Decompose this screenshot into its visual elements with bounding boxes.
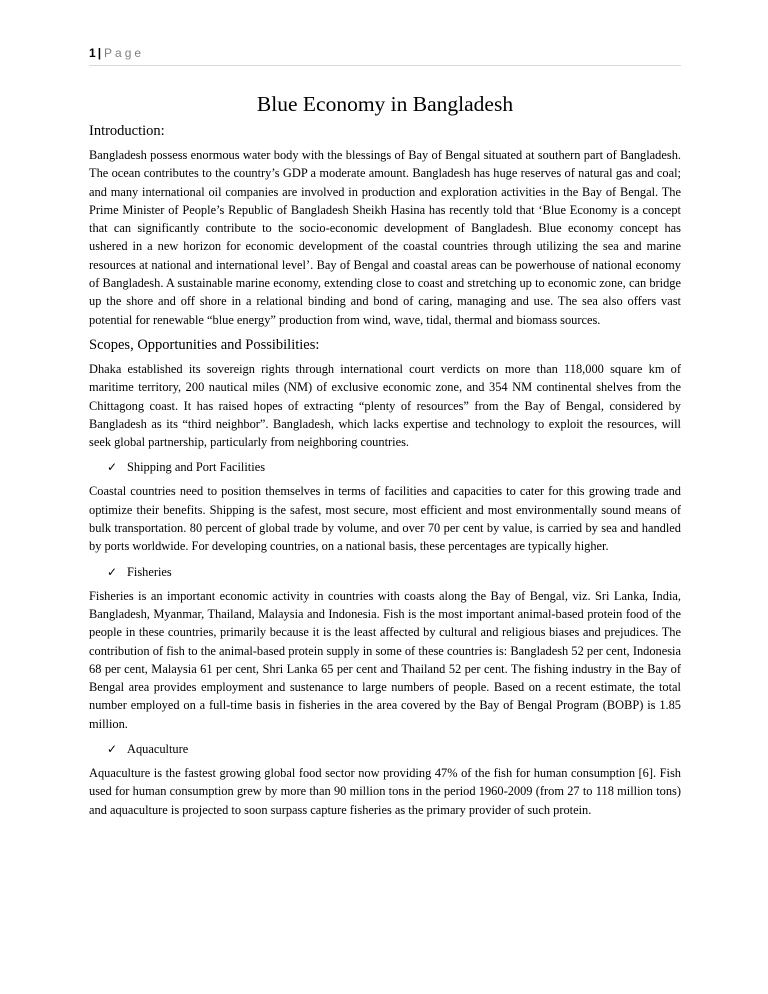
aquaculture-paragraph: Aquaculture is the fastest growing global food sector now providing 47% of the fish for human consumption [6]. Fish used for human consumption grew by more than 90 million tons in the period 1960-2009 (from 27 to 118 million tons) and aquaculture is projected to soon surpass capture fisheries as the primary provider of such protein.	[89, 766, 681, 817]
checkmark-icon: ✓	[107, 564, 118, 579]
document-title: Blue Economy in Bangladesh	[256, 92, 514, 116]
scopes-heading: Scopes, Opportunities and Possibilities:	[89, 336, 320, 353]
checkmark-icon: ✓	[107, 742, 118, 757]
shipping-bullet-label: Shipping and Port Facilities	[127, 460, 266, 475]
aquaculture-bullet	[89, 740, 681, 758]
header-separator: |	[97, 46, 102, 60]
fisheries-paragraph: Fisheries is an important economic activity in countries with coasts along the Bay of Bengal, viz. Sri Lanka, India, Bangladesh, Myanmar, Thailand, Malaysia and Indonesia. Fish is the most important animal-based protein food of the people in these countries, primarily because it is the least affected by cultural and religious biases and prejudices. The contribution of fish to the animal-based protein supply in some of these countries is: Bangladesh 52 per cent, Indonesia 68 per cent, Malaysia 61 per cent, Shri Lanka 65 per cent and Thailand 52 per cent. The fishing industry in the Bay of Bengal area provides employment and sustenance to large numbers of people. Based on a recent estimate, the total number employed on a full-time basis in fisheries in the area covered by the Bay of Bengal Program (BOBP) is 1.85 million.	[89, 588, 681, 731]
scopes-paragraph: Dhaka established its sovereign rights through international court verdicts on more than 118,000 square km of maritime territory, 200 nautical miles (NM) of exclusive economic zone, and 354 NM continental shelves from the Chittagong coast. It has raised hopes of extracting “plenty of resources” from the Bay of Bengal, considered by Bangladesh as its “third neighbor”. Bangladesh, which lacks expertise and technology to exploit the resources, will seek global partnership, particularly from neighboring countries.	[89, 361, 681, 450]
shipping-paragraph: Coastal countries need to position themselves in terms of facilities and capacities to cater for this growing trade and optimize their benefits. Shipping is the safest, most secure, most efficient and most environmentally sound means of bulk transportation. 80 percent of global trade by volume, and over 70 per cent by value, is carried by sea and handled by ports worldwide. For developing countries, on a national basis, these percentages are typically higher.	[89, 484, 681, 554]
fisheries-bullet	[89, 563, 681, 581]
page-header	[89, 45, 681, 66]
document-body	[89, 90, 681, 826]
fisheries-bullet-label: Fisheries	[127, 564, 172, 579]
aquaculture-bullet-label: Aquaculture	[127, 742, 189, 757]
introduction-paragraph: Bangladesh possess enormous water body with the blessings of Bay of Bengal situated at southern part of Bangladesh. The ocean contributes to the country’s GDP a moderate amount. Bangladesh has huge reserves of natural gas and coal; and many international oil companies are involved in production and exploration activities in the Bay of Bengal. The Prime Minister of People’s Republic of Bangladesh Sheikh Hasina has recently told that ‘Blue Economy is a concept that can significantly contribute to the socio-economic development of Bangladesh. Blue economy concept has ushered in a new horizon for economic development of the coastal countries through utilizing the sea and marine resources at national and international level’. Bay of Bengal and coastal areas can be powerhouse of national economy of Bangladesh. A sustainable marine economy, extending close to coast and stretching up to economic zone, can bridge up the shore and off shore in a relational binding and bond of caring, managing and use. The sea also offers vast potential for renewable “blue energy” production from wind, wave, tidal, thermal and biomass sources.	[89, 148, 681, 327]
checkmark-icon: ✓	[107, 460, 118, 475]
page-number: 1	[89, 46, 96, 60]
shipping-bullet	[89, 458, 681, 476]
introduction-heading: Introduction:	[89, 123, 165, 139]
page-label: Page	[104, 46, 145, 60]
